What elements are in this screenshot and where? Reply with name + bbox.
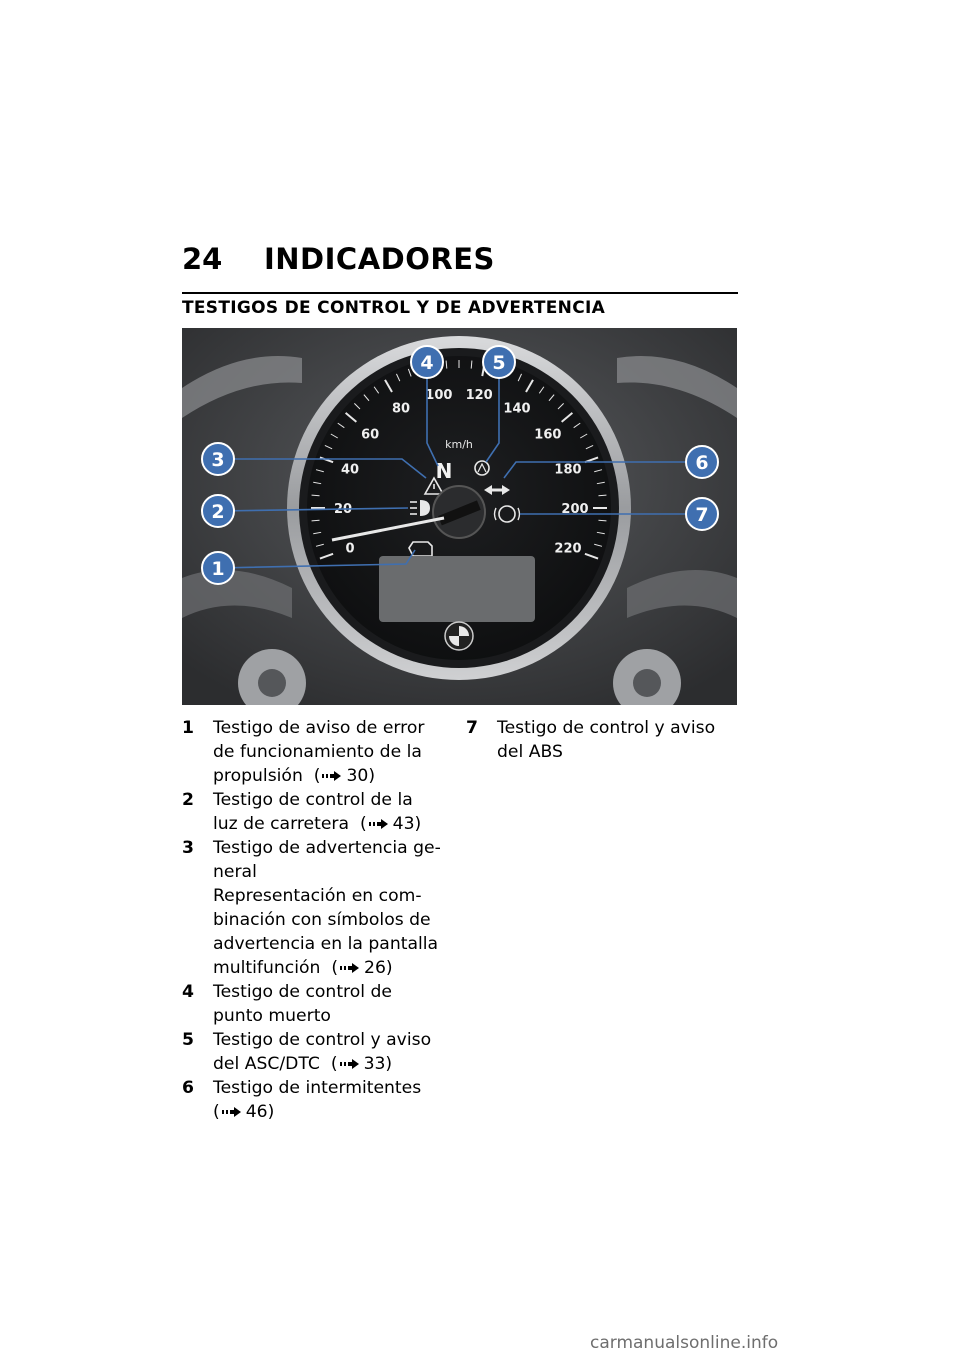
speed-label: 100 — [425, 387, 453, 403]
speed-label: 180 — [554, 462, 582, 478]
legend-line: del ABS — [497, 742, 563, 762]
legend-line: de funcionamiento de la — [213, 742, 422, 762]
speed-label: 40 — [340, 462, 360, 478]
legend-item — [182, 980, 448, 1028]
page-reference[interactable]: ( 43) — [349, 814, 422, 834]
callout-number: 5 — [492, 352, 506, 374]
page-number: 24 — [182, 242, 223, 276]
chapter-title: INDICADORES — [264, 242, 495, 276]
page-reference[interactable]: ( 26) — [320, 958, 393, 978]
legend-text — [213, 1076, 448, 1124]
speed-label: 200 — [561, 502, 589, 517]
page-reference[interactable]: ( 30) — [302, 766, 376, 786]
legend-line: luz de carretera ( 43) — [213, 814, 422, 834]
high-beam-icon — [410, 500, 430, 516]
page-header — [182, 242, 738, 276]
neutral-indicator-icon: N — [435, 459, 453, 483]
reference-arrow-icon — [369, 818, 389, 830]
legend-line: Testigo de aviso de error — [213, 718, 425, 738]
speed-tick — [446, 361, 447, 369]
legend-text — [497, 716, 738, 764]
legend-line: Testigo de advertencia ge- — [213, 838, 441, 858]
legend-line: binación con símbolos de — [213, 910, 431, 930]
legend-number: 1 — [182, 718, 194, 738]
legend-item — [182, 716, 448, 788]
callout-number: 6 — [695, 452, 709, 474]
legend-line: Testigo de control de — [213, 982, 392, 1002]
legend-line: Testigo de control y aviso — [497, 718, 716, 738]
section-title: TESTIGOS DE CONTROL Y DE ADVERTENCIA — [182, 298, 606, 318]
instrument-cluster-illustration — [182, 328, 737, 705]
legend-item — [182, 788, 448, 836]
speed-tick — [312, 495, 320, 496]
speed-tick — [598, 520, 606, 521]
legend-line: Testigo de control y aviso — [213, 1030, 432, 1050]
legend-line: neral — [213, 862, 257, 882]
legend-line: punto muerto — [213, 1006, 331, 1026]
legend-text — [213, 788, 448, 836]
legend-line: Representación en com- — [213, 886, 422, 906]
speed-unit-label: km/h — [445, 438, 473, 451]
section-divider — [182, 292, 738, 294]
legend-column-1 — [182, 716, 448, 1124]
speed-label: 140 — [503, 401, 531, 417]
legend-text — [213, 1028, 448, 1076]
legend-item — [182, 836, 448, 980]
legend-column-2 — [466, 716, 738, 764]
instrument-cluster-figure — [182, 328, 737, 705]
bmw-logo-icon — [445, 622, 473, 650]
reference-arrow-icon — [340, 1058, 360, 1070]
legend-number: 4 — [182, 982, 194, 1002]
page-reference[interactable]: ( 33) — [319, 1054, 393, 1074]
watermark: carmanualsonline.info — [590, 1333, 779, 1353]
speed-label: 120 — [465, 387, 493, 403]
legend-number: 6 — [182, 1078, 194, 1098]
legend-number: 7 — [466, 718, 478, 738]
callout-number: 3 — [211, 449, 225, 471]
legend-number: 3 — [182, 838, 194, 858]
speed-label: 20 — [333, 502, 353, 517]
speed-label: 220 — [554, 541, 582, 557]
legend-item — [466, 716, 738, 764]
legend-text — [213, 716, 448, 788]
callout-number: 1 — [211, 558, 225, 580]
multifunction-display — [379, 556, 535, 622]
callout-number: 7 — [695, 504, 709, 526]
legend-line: propulsión ( 30) — [213, 766, 376, 786]
page-reference[interactable]: ( 46) — [213, 1102, 275, 1122]
callout-number: 4 — [420, 352, 434, 374]
speed-label: 80 — [391, 401, 411, 417]
legend-number: 2 — [182, 790, 194, 810]
legend-line: del ASC/DTC ( 33) — [213, 1054, 393, 1074]
legend-item — [182, 1028, 448, 1076]
legend-line: Testigo de intermitentes — [213, 1078, 422, 1098]
legend-item — [182, 1076, 448, 1124]
legend-text — [213, 980, 448, 1028]
reference-arrow-icon — [322, 770, 342, 782]
legend-text — [213, 836, 448, 980]
speed-label: 160 — [534, 427, 562, 443]
legend-line: advertencia en la pantalla — [213, 934, 439, 954]
speed-tick — [471, 361, 472, 369]
reference-arrow-icon — [222, 1106, 242, 1118]
speed-tick — [312, 520, 320, 521]
speed-label: 60 — [361, 427, 380, 443]
legend-line: Testigo de control de la — [213, 790, 413, 810]
speed-label: 0 — [345, 541, 355, 557]
callout-number: 2 — [211, 501, 225, 523]
reference-arrow-icon — [340, 962, 360, 974]
speed-tick — [598, 495, 606, 496]
legend-number: 5 — [182, 1030, 194, 1050]
legend-line: multifunción ( 26) — [213, 958, 393, 978]
